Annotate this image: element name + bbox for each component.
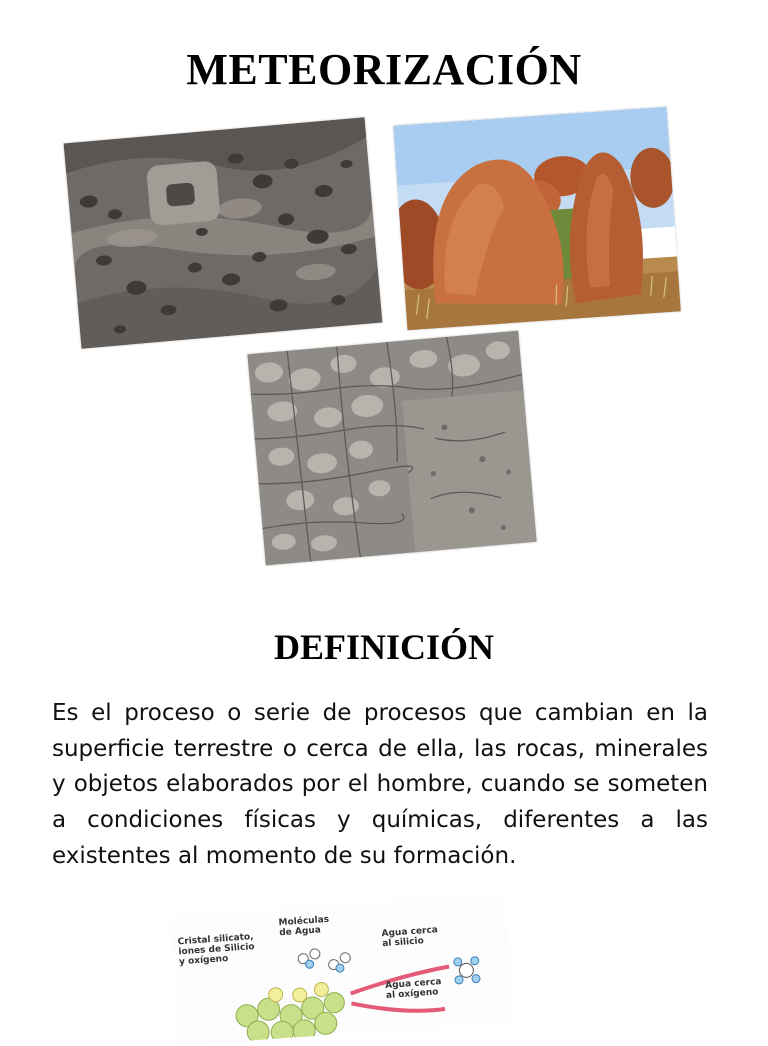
photo-cracked-rock-surface [247, 331, 536, 566]
silicate-weathering-diagram [170, 892, 514, 1045]
label-water-molecules: Moléculas de Agua [278, 914, 330, 939]
photo-honeycomb-weathered-rock [64, 117, 383, 349]
section-heading: DEFINICIÓN [273, 627, 495, 667]
label-water-near-silicon: Agua cerca al silicio [381, 925, 439, 950]
page-title: METEORIZACIÓN [186, 45, 582, 94]
definition-paragraph: Es el proceso o serie de procesos que cambian en la superficie terrestre o cerca de ella, las rocas, minerales y objetos elaborados por el hombre, cuando se someten a condiciones físicas y químicas, diferentes a las existentes al momento de su formación. [52, 700, 708, 869]
label-water-near-oxygen: Agua cerca al oxígeno [384, 977, 442, 1001]
label-silicate-crystal: Cristal silicato, iones de Silicio y oxígeno [177, 932, 255, 968]
photo-boulders [393, 107, 681, 331]
